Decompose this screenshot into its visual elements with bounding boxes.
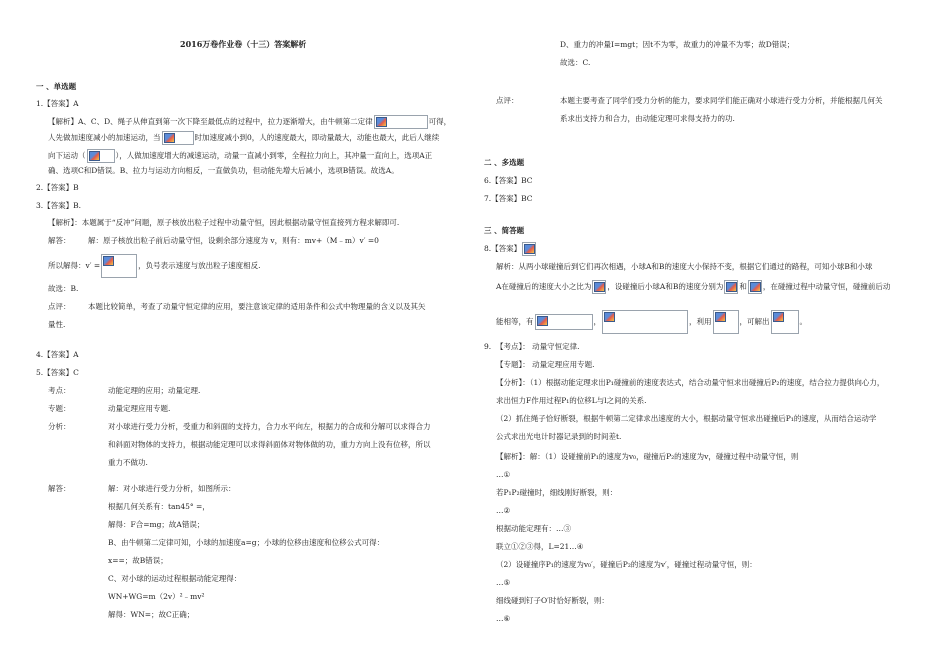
equation-2: …② bbox=[496, 506, 511, 515]
formula-image bbox=[592, 280, 606, 294]
analysis-8-line-3: 能相等，有 ， ，利用 ，可解出 。 bbox=[496, 310, 807, 334]
formula-image bbox=[101, 254, 137, 278]
answer-3-label: 解答： bbox=[48, 236, 71, 245]
comment-5-line-2: 系求出支持力和合力，由动能定理可求得支持力的功. bbox=[560, 114, 735, 123]
image-placeholder-icon bbox=[89, 151, 100, 161]
analysis-5-line-2: 和斜面对物体的支持力，根据动能定理可以求得斜面体对物体做的功，重力方向上没有位移，所以 bbox=[108, 440, 431, 449]
comment-5-label: 点评： bbox=[496, 96, 519, 105]
formula-image bbox=[748, 280, 762, 294]
analysis-3-line-1: 【解析】：本题属于“反冲”问题，原子核放出粒子过程中动量守恒，因此根据动量守恒直接列方程求解即可. bbox=[48, 218, 400, 227]
analysis-5-line-3: 重力不做功. bbox=[108, 458, 148, 467]
solution-5-line-2: 根据几何关系有：tan45° =， bbox=[108, 502, 210, 511]
image-placeholder-icon bbox=[164, 133, 175, 143]
analysis-9-line-1: 【分析】：（1）根据动能定理求出P₁碰撞前的速度表达式，结合动量守恒求出碰撞后P₂的速度，结合拉力提供向心力， bbox=[496, 378, 885, 387]
image-placeholder-icon bbox=[524, 244, 535, 254]
image-placeholder-icon bbox=[537, 316, 548, 326]
formula-image bbox=[724, 280, 738, 294]
comment-3-label: 点评： bbox=[48, 302, 71, 311]
formula-image bbox=[162, 131, 194, 145]
answer-3-line-1: 解：原子核放出粒子前后动量守恒，设剩余部分速度为 v，则有：mv+（M﹣m）v′ =0 bbox=[88, 236, 379, 245]
analysis-1-line-1: 【解析】A、C、D、绳子从伸直到第一次下降至最低点的过程中，拉力逐渐增大，由牛顿第二定律 可得， bbox=[48, 115, 451, 129]
image-placeholder-icon bbox=[750, 282, 761, 292]
answer-4: 4.【答案】A bbox=[36, 350, 79, 359]
key-point-label: 考点： bbox=[48, 386, 71, 395]
section-heading-short-answer: 三 、简答题 bbox=[484, 226, 525, 235]
analysis-9-line-3: （2）抓住绳子恰好断裂，根据牛顿第二定律求出速度的大小，根据动量守恒求出碰撞后P₁的速度，从而结合运动学 bbox=[496, 414, 877, 423]
image-placeholder-icon bbox=[604, 312, 615, 322]
answer-5: 5.【答案】C bbox=[36, 368, 79, 377]
section-heading-single-choice: 一 、单选题 bbox=[36, 82, 77, 91]
analysis-1-line-2: 人先做加速度减小的加速运动，当 时加速度减小到0，人的速度最大，即动量最大，动能也最大，此后人继续 bbox=[48, 131, 439, 145]
answer-3: 3.【答案】B. bbox=[36, 201, 82, 210]
solution-9-line-2: 若P₁P₂碰撞时，细线刚好断裂，则： bbox=[496, 488, 618, 497]
topic-9: 【专题】： 动量定理应用专题. bbox=[496, 360, 595, 369]
solution-5-line-6: C、对小球的运动过程根据动能定理得： bbox=[108, 574, 242, 583]
analysis-8-line-1: 解析：从两小球碰撞后到它们再次相遇，小球A和B的速度大小保持不变，根据它们通过的路程，可知小球B和小球 bbox=[496, 262, 873, 271]
topic-label: 专题： bbox=[48, 404, 71, 413]
image-placeholder-icon bbox=[376, 117, 387, 127]
option-d-text: D、重力的冲量I=mgt；因t不为零，故重力的冲量不为零；故D错误； bbox=[560, 40, 795, 49]
answer-2: 2.【答案】B bbox=[36, 183, 79, 192]
solution-9-line-6: 细线碰到钉子O′时恰好断裂，则： bbox=[496, 596, 609, 605]
answer-3-line-2: 所以解得：v′ = ，负号表示速度与放出粒子速度相反. bbox=[48, 254, 261, 278]
solution-5-line-7: WN+WG=m（2v）²﹣mv² bbox=[108, 592, 205, 601]
formula-image bbox=[713, 310, 739, 334]
solution-5-line-5: x==；故B错误； bbox=[108, 556, 168, 565]
section-heading-multiple-choice: 二 、多选题 bbox=[484, 158, 525, 167]
formula-image bbox=[535, 314, 593, 330]
image-placeholder-icon bbox=[726, 282, 737, 292]
answer-7: 7.【答案】BC bbox=[484, 194, 533, 203]
solution-9-line-3: 根据动能定理有：…③ bbox=[496, 524, 571, 533]
solution-5-line-1: 解：对小球进行受力分析，如图所示： bbox=[108, 484, 236, 493]
analysis-9-line-2: 求出恒力F作用过程P₁的位移L与l之间的关系. bbox=[496, 396, 647, 405]
comment-5-line-1: 本题主要考查了同学们受力分析的能力，要求同学们能正确对小球进行受力分析，并能根据几何关 bbox=[560, 96, 883, 105]
formula-image bbox=[771, 310, 799, 334]
solution-9-line-5: （2）设碰撞序P₁的速度为v₀′，碰撞后P₂的速度为v′，碰撞过程动量守恒，则： bbox=[496, 560, 757, 569]
analysis-9-line-4: 公式求出光电计时器记录到的时间差t. bbox=[496, 432, 622, 441]
equation-6: …⑥ bbox=[496, 614, 511, 623]
answer-1: 1.【答案】A bbox=[36, 99, 79, 108]
image-placeholder-icon bbox=[594, 282, 605, 292]
solution-5-line-3: 解得：F合=mg；故A错误； bbox=[108, 520, 205, 529]
comment-3-line-1: 本题比较简单，考查了动量守恒定律的应用，要注意该定律的适用条件和公式中物理量的含义以及其矢 bbox=[88, 302, 426, 311]
formula-image bbox=[602, 310, 688, 334]
solution-5-label: 解答： bbox=[48, 484, 71, 493]
answer-6: 6.【答案】BC bbox=[484, 176, 533, 185]
analysis-8-line-2: A在碰撞后的速度大小之比为 ，设碰撞后小球A和B的速度分别为 和 ，在碰撞过程中动量守恒，碰撞前后动 bbox=[496, 280, 890, 294]
image-placeholder-icon bbox=[103, 256, 114, 266]
formula-image bbox=[87, 149, 115, 163]
analysis-5-line-1: 对小球进行受力分析，受重力和斜面的支持力，合力水平向左，根据力的合成和分解可以求得合力 bbox=[108, 422, 431, 431]
formula-image bbox=[522, 242, 536, 256]
comment-3-line-2: 量性. bbox=[48, 320, 66, 329]
document-title: 2016万卷作业卷（十三）答案解析 bbox=[180, 39, 307, 49]
analysis-1-line-3: 向下运动（ ），人做加速度增大的减速运动，动量一直减小到零，全程拉力向上，其冲量一直向上，选项A正 bbox=[48, 149, 432, 163]
image-placeholder-icon bbox=[773, 312, 784, 322]
analysis-5-label: 分析： bbox=[48, 422, 71, 431]
formula-image bbox=[374, 115, 428, 129]
analysis-1-line-4: 确、选项C和D错误。B、拉力与运动方向相反，一直做负功，但动能先增大后减小，选项B错误。故选A。 bbox=[48, 166, 399, 175]
equation-5: …⑤ bbox=[496, 578, 511, 587]
answer-3-choice: 故选：B. bbox=[48, 284, 79, 293]
solution-9-line-4: 联立①②③得，L=21…④ bbox=[496, 542, 584, 551]
equation-1: …① bbox=[496, 470, 511, 479]
solution-9-line-1: 【解析】：解：（1）设碰撞前P₁的速度为v₀，碰撞后P₂的速度为v，碰撞过程中动量守恒，则 bbox=[496, 452, 799, 461]
key-point-text: 动能定理的应用；动量定理. bbox=[108, 386, 201, 395]
solution-5-line-8: 解得：WN=；故C正确； bbox=[108, 610, 195, 619]
key-point-9: 【考点】： 动量守恒定律. bbox=[496, 342, 580, 351]
solution-5-line-4: B、由牛顿第二定律可知，小球的加速度a=g；小球的位移由速度和位移公式可得： bbox=[108, 538, 385, 547]
answer-9: 9. bbox=[484, 342, 492, 351]
answer-8: 8.【答案】 bbox=[484, 242, 537, 256]
topic-text: 动量定理应用专题. bbox=[108, 404, 171, 413]
choice-text: 故选：C. bbox=[560, 58, 591, 67]
image-placeholder-icon bbox=[715, 312, 726, 322]
